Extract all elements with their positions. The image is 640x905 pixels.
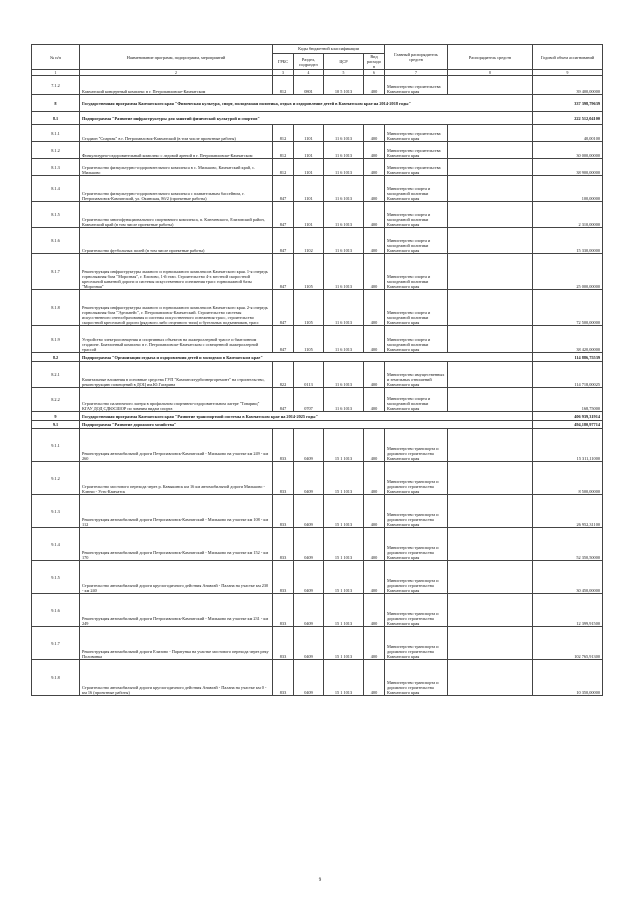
row-volume: 12 399,91500 — [533, 594, 603, 627]
table-row — [32, 159, 603, 176]
row-manager — [448, 388, 533, 412]
row-grbs: 812 — [273, 76, 294, 95]
row-vr: 400 — [364, 254, 385, 290]
column-number: 8 — [448, 70, 533, 76]
row-rzpr: 0801 — [294, 76, 324, 95]
row-grbs: 833 — [273, 495, 294, 528]
row-rzpr: 1101 — [294, 142, 324, 159]
row-number: 9.1.4 — [32, 528, 80, 561]
row-number: 9.1.6 — [32, 594, 80, 627]
table-row — [32, 76, 603, 95]
row-csr: 11 6 1013 — [324, 142, 364, 159]
row-volume: 10 350,00000 — [533, 660, 603, 696]
row-volume: 8 500,00000 — [533, 462, 603, 495]
row-volume: 114 886,75539 — [533, 353, 603, 362]
row-number: 8.1.2 — [32, 142, 80, 159]
row-volume: 406 939,31914 — [533, 412, 603, 421]
row-name: Реконструкция автомобильной дороги Петропавловск-Камчатский - Мильково на участке км 249 - км 260 — [80, 429, 273, 462]
row-rzpr: 1101 — [294, 176, 324, 202]
row-manager — [448, 228, 533, 254]
header-name: Наименование программ, подпрограмм, мероприятий — [80, 45, 273, 70]
row-grbs: 833 — [273, 660, 294, 696]
subprogram-title: Подпрограмма "Развитие инфраструктуры для занятий физической культурой и спортом" — [80, 112, 533, 125]
row-number: 8.1.8 — [32, 290, 80, 326]
row-volume: 30 450,00000 — [533, 561, 603, 594]
row-number: 9.1.8 — [32, 660, 80, 696]
program-title: Государственная программа Камчатского края "Развитие транспортной системы в Камчатском крае на 2014-2025 годы" — [80, 412, 533, 421]
row-rzpr: 0409 — [294, 495, 324, 528]
row-vr: 400 — [364, 495, 385, 528]
row-grbs: 847 — [273, 228, 294, 254]
header-csr: ЦСР — [324, 54, 364, 70]
row-number: 8.1.9 — [32, 326, 80, 353]
table-row — [32, 142, 603, 159]
program-row — [32, 95, 603, 112]
row-rzpr: 0409 — [294, 528, 324, 561]
table-row — [32, 495, 603, 528]
row-name: Камчатский концертный комплекс в г. Петропавловске-Камчатском — [80, 76, 273, 95]
row-number: 8 — [32, 95, 80, 112]
header-rzpr: Раздел, подраздел — [294, 54, 324, 70]
row-main-manager: Министерство спорта и молодежной политики Камчатского края — [385, 228, 448, 254]
row-manager — [448, 495, 533, 528]
row-manager — [448, 462, 533, 495]
row-rzpr: 0409 — [294, 561, 324, 594]
row-csr: 15 1 1013 — [324, 462, 364, 495]
row-csr: 11 6 1013 — [324, 254, 364, 290]
row-rzpr: 0409 — [294, 462, 324, 495]
row-number: 8.1.7 — [32, 254, 80, 290]
row-manager — [448, 528, 533, 561]
row-manager — [448, 142, 533, 159]
table-row — [32, 202, 603, 228]
row-csr: 10 5 1013 — [324, 76, 364, 95]
header-volume: Годовой объем ассигнований — [533, 45, 603, 70]
column-number: 3 — [273, 70, 294, 76]
row-rzpr: 1101 — [294, 202, 324, 228]
subprogram-row — [32, 112, 603, 125]
row-csr: 11 6 1013 — [324, 228, 364, 254]
row-rzpr: 0409 — [294, 660, 324, 696]
row-volume: 494,180,97714 — [533, 421, 603, 429]
row-main-manager: Министерство спорта и молодежной политики Камчатского края — [385, 254, 448, 290]
header-codes-group: Коды бюджетной классификации — [273, 45, 385, 54]
column-number: 7 — [385, 70, 448, 76]
row-main-manager: Министерство строительства Камчатского края — [385, 159, 448, 176]
row-grbs: 833 — [273, 462, 294, 495]
header-main-manager: Главный распорядитель средств — [385, 45, 448, 70]
header-grbs: ГРБС — [273, 54, 294, 70]
row-manager — [448, 254, 533, 290]
row-grbs: 833 — [273, 528, 294, 561]
row-volume: 15 330,00000 — [533, 228, 603, 254]
row-name: Строительство мостового перехода через р. Кавыкинск км 16 км автомобильной дороги Мильково - Ключи - Усть-Камчатск — [80, 462, 273, 495]
row-vr: 400 — [364, 228, 385, 254]
row-number: 8.1.3 — [32, 159, 80, 176]
row-volume: 39 400,00000 — [533, 76, 603, 95]
budget-table — [31, 44, 603, 696]
row-csr: 11 6 1013 — [324, 326, 364, 353]
row-vr: 400 — [364, 429, 385, 462]
row-name: Реконструкция инфраструктуры лыжного и горнолыжного комплексов Камчатского края. 2-я очередь горнолыжная база "Эдельвейс", г. Петропавловск-Камчатский. Строительство системы искусственного снегообразования и системы искусственного оснежения трасс, строительство скоростной кресельной дороги (рядового либо отцепного типа) и бугельных подъемников, трасс — [80, 290, 273, 326]
table-row — [32, 561, 603, 594]
row-rzpr: 1101 — [294, 125, 324, 142]
row-manager — [448, 76, 533, 95]
row-main-manager: Министерство транспорта и дорожного строительства Камчатского края — [385, 429, 448, 462]
row-grbs: 833 — [273, 627, 294, 660]
row-volume: 26 952,31100 — [533, 495, 603, 528]
row-grbs: 812 — [273, 125, 294, 142]
row-vr: 400 — [364, 159, 385, 176]
row-rzpr: 1101 — [294, 159, 324, 176]
row-volume: 52 350,50000 — [533, 528, 603, 561]
row-csr: 11 6 1013 — [324, 388, 364, 412]
row-manager — [448, 594, 533, 627]
row-csr: 11 6 1013 — [324, 362, 364, 388]
row-main-manager: Министерство транспорта и дорожного строительства Камчатского края — [385, 594, 448, 627]
row-rzpr: 1102 — [294, 228, 324, 254]
row-name: Реконструкция автомобильной дороги Елизово - Паратунка на участке мостового перехода через реку Половинка — [80, 627, 273, 660]
row-volume: 30 000,00000 — [533, 142, 603, 159]
row-csr: 15 1 1013 — [324, 495, 364, 528]
row-csr: 11 6 1013 — [324, 159, 364, 176]
row-vr: 400 — [364, 528, 385, 561]
row-main-manager: Министерство спорта и молодежной политики Камчатского края — [385, 202, 448, 228]
table-row — [32, 660, 603, 696]
row-number: 9.1.7 — [32, 627, 80, 660]
table-row — [32, 594, 603, 627]
row-csr: 11 6 1013 — [324, 290, 364, 326]
table-row — [32, 627, 603, 660]
row-manager — [448, 326, 533, 353]
row-main-manager: Министерство транспорта и дорожного строительства Камчатского края — [385, 462, 448, 495]
row-grbs: 833 — [273, 561, 294, 594]
row-name: Физкультурно-оздоровительный комплекс с ледовой ареной в г. Петропавловске-Камчатском — [80, 142, 273, 159]
row-name: Устройство электроосвещения и спортивных объектов на лыжероллерной трассе и биатлонном стадионе. Биатлонный комплекс в г. Петропавловске-Камчатском с освещенной лыжероллерной трассой — [80, 326, 273, 353]
row-manager — [448, 290, 533, 326]
row-manager — [448, 429, 533, 462]
row-volume: 222 512,04100 — [533, 112, 603, 125]
row-main-manager: Министерство строительства Камчатского края — [385, 125, 448, 142]
row-number: 8.1.5 — [32, 202, 80, 228]
row-main-manager: Министерство транспорта и дорожного строительства Камчатского края — [385, 561, 448, 594]
table-row — [32, 125, 603, 142]
row-volume: 100,00000 — [533, 176, 603, 202]
row-volume: 25 000,00000 — [533, 254, 603, 290]
row-name: Реконструкция автомобильной дороги Петропавловск-Камчатский - Мильково на участке км 231 - км 249 — [80, 594, 273, 627]
row-main-manager: Министерство спорта и молодежной политики Камчатского края — [385, 388, 448, 412]
row-main-manager: Министерство спорта и молодежной политики Камчатского края — [385, 290, 448, 326]
row-number: 7.1.2 — [32, 76, 80, 95]
row-main-manager: Министерство имущественных и земельных отношений Камчатского края — [385, 362, 448, 388]
row-csr: 15 1 1013 — [324, 660, 364, 696]
column-number: 6 — [364, 70, 385, 76]
row-grbs: 847 — [273, 176, 294, 202]
row-csr: 15 1 1013 — [324, 429, 364, 462]
row-manager — [448, 125, 533, 142]
page-number: 9 — [318, 878, 322, 883]
row-name: Реконструкция инфраструктуры лыжного и горнолыжного комплексов Камчатского края. 1-я очередь горнолыжная база "Морозная", г. Елизово, 1-й этап. Строительство 4-х местной скоростной кресельной канатной дороги и системы искусственного оснежения трасс горнолыжной базы "Морозная" — [80, 254, 273, 290]
row-volume: 15 311,11000 — [533, 429, 603, 462]
row-name: Реконструкция автомобильной дороги Петропавловск-Камчатский - Мильково на участке км 152 - км 170 — [80, 528, 273, 561]
row-number: 9.1.3 — [32, 495, 80, 528]
row-main-manager: Министерство строительства Камчатского края — [385, 142, 448, 159]
row-vr: 400 — [364, 660, 385, 696]
row-name: Строительство физкультурно-оздоровительного комплекса с плавательным бассейном, г. Петропавловск-Камчатский, ул. Окинская, 8б/2 (проектные работы) — [80, 176, 273, 202]
row-main-manager: Министерство спорта и молодежной политики Камчатского края — [385, 326, 448, 353]
row-number: 8.1.1 — [32, 125, 80, 142]
row-csr: 15 1 1013 — [324, 594, 364, 627]
table-row — [32, 254, 603, 290]
row-vr: 400 — [364, 594, 385, 627]
row-number: 8.1 — [32, 112, 80, 125]
row-name: Стадион "Спартак" в г. Петропавловск-Камчатский (в том числе проектные работы) — [80, 125, 273, 142]
table-row — [32, 176, 603, 202]
table-row — [32, 429, 603, 462]
row-rzpr: 0409 — [294, 594, 324, 627]
row-number: 8.2 — [32, 353, 80, 362]
row-volume: 102 765,91300 — [533, 627, 603, 660]
row-grbs: 847 — [273, 202, 294, 228]
table-row — [32, 290, 603, 326]
row-main-manager: Министерство транспорта и дорожного строительства Камчатского края — [385, 528, 448, 561]
row-vr: 400 — [364, 326, 385, 353]
row-volume: 168,75000 — [533, 388, 603, 412]
row-manager — [448, 176, 533, 202]
row-rzpr: 1105 — [294, 254, 324, 290]
column-number: 4 — [294, 70, 324, 76]
row-volume: 337 398,79639 — [533, 95, 603, 112]
row-volume: 2 310,00000 — [533, 202, 603, 228]
row-volume: 38 420,00000 — [533, 326, 603, 353]
row-name: Строительство футбольных полей (в том числе проектные работы) — [80, 228, 273, 254]
row-rzpr: 0409 — [294, 429, 324, 462]
row-name: Строительство физкультурно-оздоровительного комплекса в с. Мильково, Камчатский край, с. Мильково — [80, 159, 273, 176]
row-number: 9.1.5 — [32, 561, 80, 594]
row-volume: 114 718,00025 — [533, 362, 603, 388]
row-grbs: 847 — [273, 254, 294, 290]
header-manager: Распорядитель средств — [448, 45, 533, 70]
table-row — [32, 528, 603, 561]
table-row — [32, 228, 603, 254]
subprogram-title: Подпрограмма "Развитие дорожного хозяйства" — [80, 421, 533, 429]
row-main-manager: Министерство строительства Камчатского края — [385, 76, 448, 95]
row-number: 8.2.1 — [32, 362, 80, 388]
row-volume: 40,00100 — [533, 125, 603, 142]
column-number: 9 — [533, 70, 603, 76]
header-vr: Вид расходов — [364, 54, 385, 70]
column-number: 2 — [80, 70, 273, 76]
row-csr: 11 6 1013 — [324, 202, 364, 228]
column-number: 5 — [324, 70, 364, 76]
row-vr: 400 — [364, 125, 385, 142]
row-csr: 15 1 1013 — [324, 561, 364, 594]
row-manager — [448, 627, 533, 660]
row-csr: 15 1 1013 — [324, 627, 364, 660]
row-grbs: 812 — [273, 142, 294, 159]
program-row — [32, 412, 603, 421]
subprogram-title: Подпрограмма "Организация отдыха и оздоровления детей и молодежи в Камчатском крае" — [80, 353, 533, 362]
row-vr: 400 — [364, 290, 385, 326]
row-main-manager: Министерство транспорта и дорожного строительства Камчатского края — [385, 627, 448, 660]
row-manager — [448, 660, 533, 696]
row-vr: 400 — [364, 202, 385, 228]
row-name: Строительство автомобильной дороги круглогодичного действия Анавгай - Палана на участке км 0 - км 16 (проектные работы) — [80, 660, 273, 696]
budget-document — [31, 44, 602, 696]
row-vr: 400 — [364, 142, 385, 159]
table-row — [32, 462, 603, 495]
row-rzpr: 0113 — [294, 362, 324, 388]
row-main-manager: Министерство транспорта и дорожного строительства Камчатского края — [385, 660, 448, 696]
row-number: 9 — [32, 412, 80, 421]
row-number: 9.1 — [32, 421, 80, 429]
row-main-manager: Министерство спорта и молодежной политики Камчатского края — [385, 176, 448, 202]
column-number: 1 — [32, 70, 80, 76]
row-vr: 400 — [364, 388, 385, 412]
row-grbs: 833 — [273, 429, 294, 462]
row-manager — [448, 159, 533, 176]
program-title: Государственная программа Камчатского края "Физическая культура, спорт, молодежная политика, отдых и оздоровление детей в Камчатском крае на 2014-2018 годы" — [80, 95, 533, 112]
row-manager — [448, 561, 533, 594]
row-volume: 72 500,00000 — [533, 290, 603, 326]
row-number: 8.1.6 — [32, 228, 80, 254]
row-volume: 38 900,00000 — [533, 159, 603, 176]
row-main-manager: Министерство транспорта и дорожного строительства Камчатского края — [385, 495, 448, 528]
row-csr: 11 6 1013 — [324, 176, 364, 202]
row-grbs: 812 — [273, 159, 294, 176]
row-name: Капитальные вложения в основные средства ГУП "Камчатсктурбоэнергоремонт" на строительство, реконструкцию помещений в ДОЦ им.Ю.Гагарина — [80, 362, 273, 388]
row-vr: 400 — [364, 362, 385, 388]
row-rzpr: 0707 — [294, 388, 324, 412]
row-vr: 400 — [364, 561, 385, 594]
table-row — [32, 388, 603, 412]
subprogram-row — [32, 421, 603, 429]
row-rzpr: 1105 — [294, 290, 324, 326]
row-grbs: 847 — [273, 290, 294, 326]
row-grbs: 847 — [273, 326, 294, 353]
row-name: Строительство палаточного лагеря в профильном спортивно-оздоровительном лагере "Товарищ" КГАУ ДОД СДЮСШОР по зимним видам спорта — [80, 388, 273, 412]
row-vr: 400 — [364, 462, 385, 495]
row-name: Реконструкция автомобильной дороги Петропавловск-Камчатский - Мильково на участке км 108 - км 112 — [80, 495, 273, 528]
row-number: 9.1.2 — [32, 462, 80, 495]
table-row — [32, 326, 603, 353]
row-rzpr: 1105 — [294, 326, 324, 353]
row-manager — [448, 362, 533, 388]
row-grbs: 847 — [273, 388, 294, 412]
row-vr: 400 — [364, 176, 385, 202]
row-rzpr: 0409 — [294, 627, 324, 660]
row-grbs: 833 — [273, 594, 294, 627]
row-grbs: 822 — [273, 362, 294, 388]
row-number: 8.2.2 — [32, 388, 80, 412]
header-num: № п/п — [32, 45, 80, 70]
table-row — [32, 362, 603, 388]
subprogram-row — [32, 353, 603, 362]
row-vr: 400 — [364, 627, 385, 660]
row-number: 8.1.4 — [32, 176, 80, 202]
row-name: Строительство автомобильной дороги круглогодичного действия Анавгай - Палана на участке км 230 - км 240 — [80, 561, 273, 594]
row-number: 9.1.1 — [32, 429, 80, 462]
row-vr: 400 — [364, 76, 385, 95]
row-name: Строительство многофункционального спортивного комплекса, п. Ключевского, Елизовский район, Камчатский край (в том числе проектные работы) — [80, 202, 273, 228]
row-csr: 15 1 1013 — [324, 528, 364, 561]
row-manager — [448, 202, 533, 228]
row-csr: 11 6 1013 — [324, 125, 364, 142]
